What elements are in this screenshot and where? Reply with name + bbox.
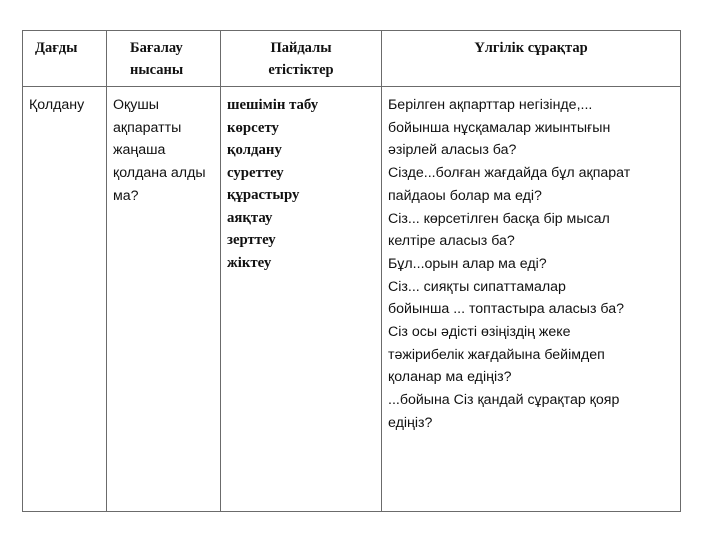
assessment-line: ма? <box>113 187 139 204</box>
assessment-line: Оқушы <box>113 97 159 113</box>
skills-table <box>22 30 681 512</box>
header-questions-text: Үлгілік сұрақтар <box>474 40 588 56</box>
verb-item: аяқтау <box>227 209 273 226</box>
question-line: ...бойына Сіз қандай сұрақтар қояр <box>388 392 620 409</box>
question-line: пайдаоы болар ма еді? <box>388 187 542 204</box>
assessment-line: қолдана алды <box>113 165 206 182</box>
cell-assessment-form <box>107 87 221 512</box>
header-assessment-line-1: Бағалау <box>130 40 183 56</box>
assessment-line: жаңаша <box>113 142 166 159</box>
question-line: Сіз... көрсетілген басқа бір мысал <box>388 210 610 227</box>
question-line: әзірлей аласыз ба? <box>388 142 517 159</box>
question-line: Сіз... сияқты сипаттамалар <box>388 278 566 295</box>
header-useful-verbs <box>221 31 382 87</box>
header-verbs-line-1: Пайдалы <box>270 40 332 56</box>
question-line: едіңіз? <box>388 414 433 431</box>
cell-skill-text: Қолдану <box>29 97 85 113</box>
table-row <box>23 87 681 512</box>
verb-item: көрсету <box>227 119 279 136</box>
assessment-line: ақпаратты <box>113 119 182 136</box>
verb-item: зерттеу <box>227 232 276 248</box>
verb-item: қолдану <box>227 142 282 158</box>
header-row <box>23 31 681 87</box>
header-sample-questions <box>382 31 681 87</box>
question-line: бойынша ... топтастыра аласыз ба? <box>388 301 624 318</box>
question-line: Бұл...орын алар ма еді? <box>388 255 547 272</box>
header-skill-text: Дағды <box>35 40 78 56</box>
header-assessment-form <box>107 31 221 87</box>
verb-item: суреттеу <box>227 164 284 181</box>
question-line: келтіре аласыз ба? <box>388 233 515 250</box>
header-assessment-line-2: нысаны <box>130 62 184 78</box>
question-line: тәжірибелік жағдайына бейімдеп <box>388 346 605 363</box>
question-line: Сіз осы әдісті өзіңіздің жеке <box>388 324 571 341</box>
cell-useful-verbs <box>221 87 382 512</box>
question-line: қоланар ма едіңіз? <box>388 369 512 386</box>
question-line: Берілген ақпарттар негізінде,... <box>388 97 593 113</box>
verb-item: құрастыру <box>227 187 300 203</box>
question-line: Сізде...болған жағдайда бұл ақпарат <box>388 165 631 182</box>
cell-sample-questions <box>382 87 681 512</box>
header-skill <box>23 31 107 87</box>
question-line: бойынша нұсқамалар жиынтығын <box>388 119 611 136</box>
header-verbs-line-2: етістіктер <box>268 62 334 78</box>
cell-skill <box>23 87 107 512</box>
verb-item: шешімін табу <box>227 97 319 113</box>
verb-item: жіктеу <box>227 254 272 271</box>
